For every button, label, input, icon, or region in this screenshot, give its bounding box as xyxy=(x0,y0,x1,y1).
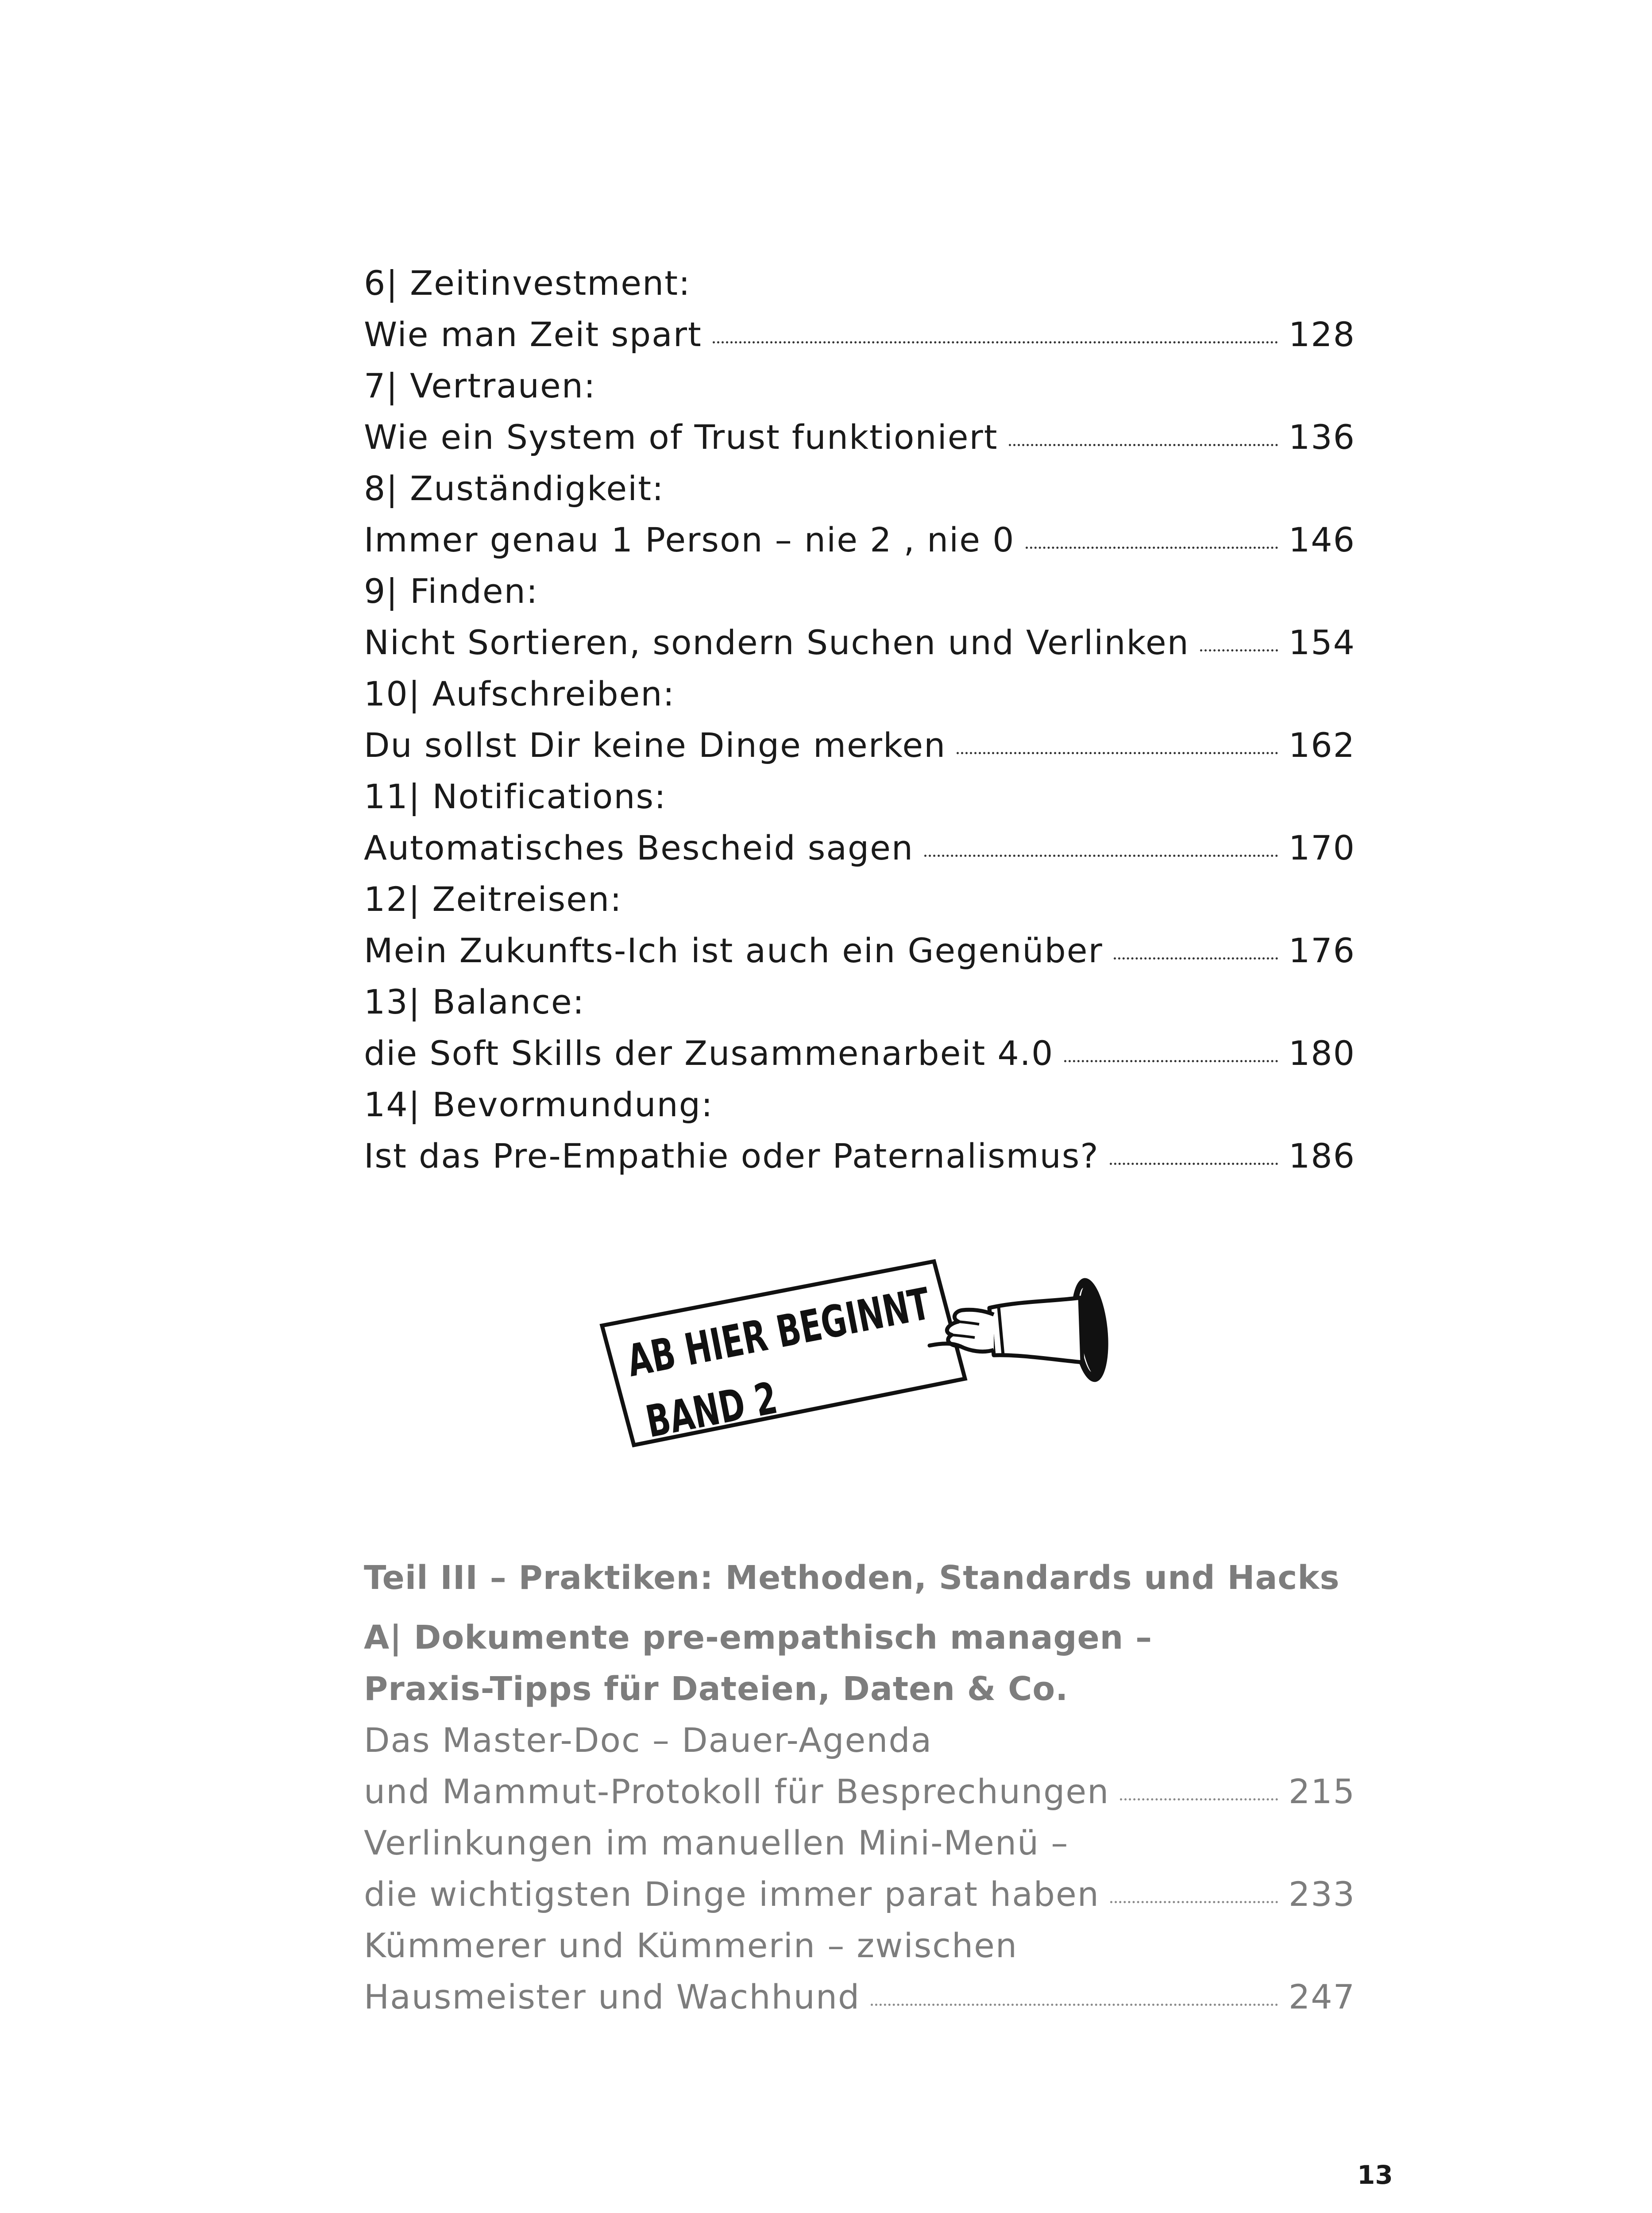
toc-entry[interactable] xyxy=(364,617,1355,668)
toc-entry[interactable] xyxy=(364,1766,1355,1817)
toc-entry-title: Mein Zukunfts-Ich ist auch ein Gegenüber xyxy=(364,931,1103,970)
toc-band-1 xyxy=(364,258,1355,1182)
dot-leader xyxy=(924,855,1278,857)
toc-entry-title: die Soft Skills der Zusammenarbeit 4.0 xyxy=(364,1033,1054,1073)
dot-leader xyxy=(713,341,1278,343)
toc-entry[interactable] xyxy=(364,514,1355,566)
toc-entry[interactable] xyxy=(364,412,1355,463)
dot-leader xyxy=(1026,547,1278,549)
toc-page-number: 146 xyxy=(1288,520,1355,559)
toc-entry-title: Hausmeister und Wachhund xyxy=(364,1977,861,2016)
toc-entry[interactable] xyxy=(364,822,1355,874)
toc-entry-title: Ist das Pre-Empathie oder Paternalismus? xyxy=(364,1136,1099,1176)
toc-page-number: 215 xyxy=(1288,1772,1355,1811)
toc-entry[interactable] xyxy=(364,1130,1355,1182)
toc-entry-title: Wie man Zeit spart xyxy=(364,315,702,354)
toc-chapter-heading: 10| Aufschreiben: xyxy=(364,674,675,713)
toc-entry-line: Verlinkungen im manuellen Mini-Menü – xyxy=(364,1823,1069,1862)
toc-chapter-heading: 6| Zeitinvestment: xyxy=(364,263,691,303)
toc-entry-title: Nicht Sortieren, sondern Suchen und Verlinken xyxy=(364,623,1189,662)
toc-entry[interactable] xyxy=(364,1971,1355,2023)
toc-page-number: 233 xyxy=(1288,1874,1355,1914)
toc-entry[interactable] xyxy=(364,309,1355,360)
sign-line-1: AB HIER BEGINNT xyxy=(623,1278,934,1387)
toc-entry-title: und Mammut-Protokoll für Besprechungen xyxy=(364,1772,1110,1811)
dot-leader xyxy=(1064,1060,1278,1062)
toc-page-number: 176 xyxy=(1288,931,1355,970)
dot-leader xyxy=(957,752,1278,754)
toc-entry[interactable] xyxy=(364,925,1355,976)
toc-chapter-heading: 7| Vertrauen: xyxy=(364,366,596,405)
toc-entry-title: Automatisches Bescheid sagen xyxy=(364,828,914,867)
dot-leader xyxy=(1120,1798,1278,1800)
sleeve-arm xyxy=(989,1298,1082,1362)
toc-page-number: 247 xyxy=(1288,1977,1355,2016)
toc-entry-line: Das Master-Doc – Dauer-Agenda xyxy=(364,1720,933,1760)
toc-entry[interactable] xyxy=(364,1028,1355,1079)
toc-chapter-heading: 9| Finden: xyxy=(364,571,539,611)
dot-leader xyxy=(1110,1901,1278,1903)
toc-chapter-heading: 14| Bevormundung: xyxy=(364,1085,714,1124)
sign-line-2: BAND 2 xyxy=(642,1373,781,1448)
toc-page-number: 186 xyxy=(1288,1136,1355,1176)
toc-page-number: 162 xyxy=(1288,725,1355,765)
dot-leader xyxy=(1114,957,1278,960)
toc-entry-title: die wichtigsten Dinge immer parat haben xyxy=(364,1874,1100,1914)
dot-leader xyxy=(871,2004,1278,2006)
sign-card xyxy=(602,1261,965,1449)
dot-leader xyxy=(1200,649,1278,652)
dot-leader xyxy=(1110,1163,1278,1165)
toc-chapter-heading: 8| Zuständigkeit: xyxy=(364,469,664,508)
toc-band-2 xyxy=(364,1549,1355,2023)
toc-entry-line: Kümmerer und Kümmerin – zwischen xyxy=(364,1926,1018,1965)
toc-page-number: 180 xyxy=(1288,1033,1355,1073)
part-heading: Teil III – Praktiken: Methoden, Standards und Hacks xyxy=(364,1559,1340,1597)
toc-entry[interactable] xyxy=(364,1869,1355,1920)
band-2-sign-illustration xyxy=(593,1248,1124,1496)
toc-entry[interactable] xyxy=(364,720,1355,771)
toc-page-number: 136 xyxy=(1288,417,1355,457)
toc-entry-title: Wie ein System of Trust funktioniert xyxy=(364,417,998,457)
toc-chapter-heading: 11| Notifications: xyxy=(364,777,667,816)
toc-chapter-heading: 12| Zeitreisen: xyxy=(364,879,622,919)
section-heading: Praxis-Tipps für Dateien, Daten & Co. xyxy=(364,1670,1069,1708)
section-heading: A| Dokumente pre-empathisch managen – xyxy=(364,1619,1153,1657)
toc-entry-title: Immer genau 1 Person – nie 2 , nie 0 xyxy=(364,520,1015,559)
page-number-folio: 13 xyxy=(1357,2160,1393,2190)
toc-page-number: 154 xyxy=(1288,623,1355,662)
toc-chapter-heading: 13| Balance: xyxy=(364,982,585,1022)
toc-page-number: 128 xyxy=(1288,315,1355,354)
toc-page-number: 170 xyxy=(1288,828,1355,867)
dot-leader xyxy=(1009,444,1278,446)
toc-entry-title: Du sollst Dir keine Dinge merken xyxy=(364,725,946,765)
